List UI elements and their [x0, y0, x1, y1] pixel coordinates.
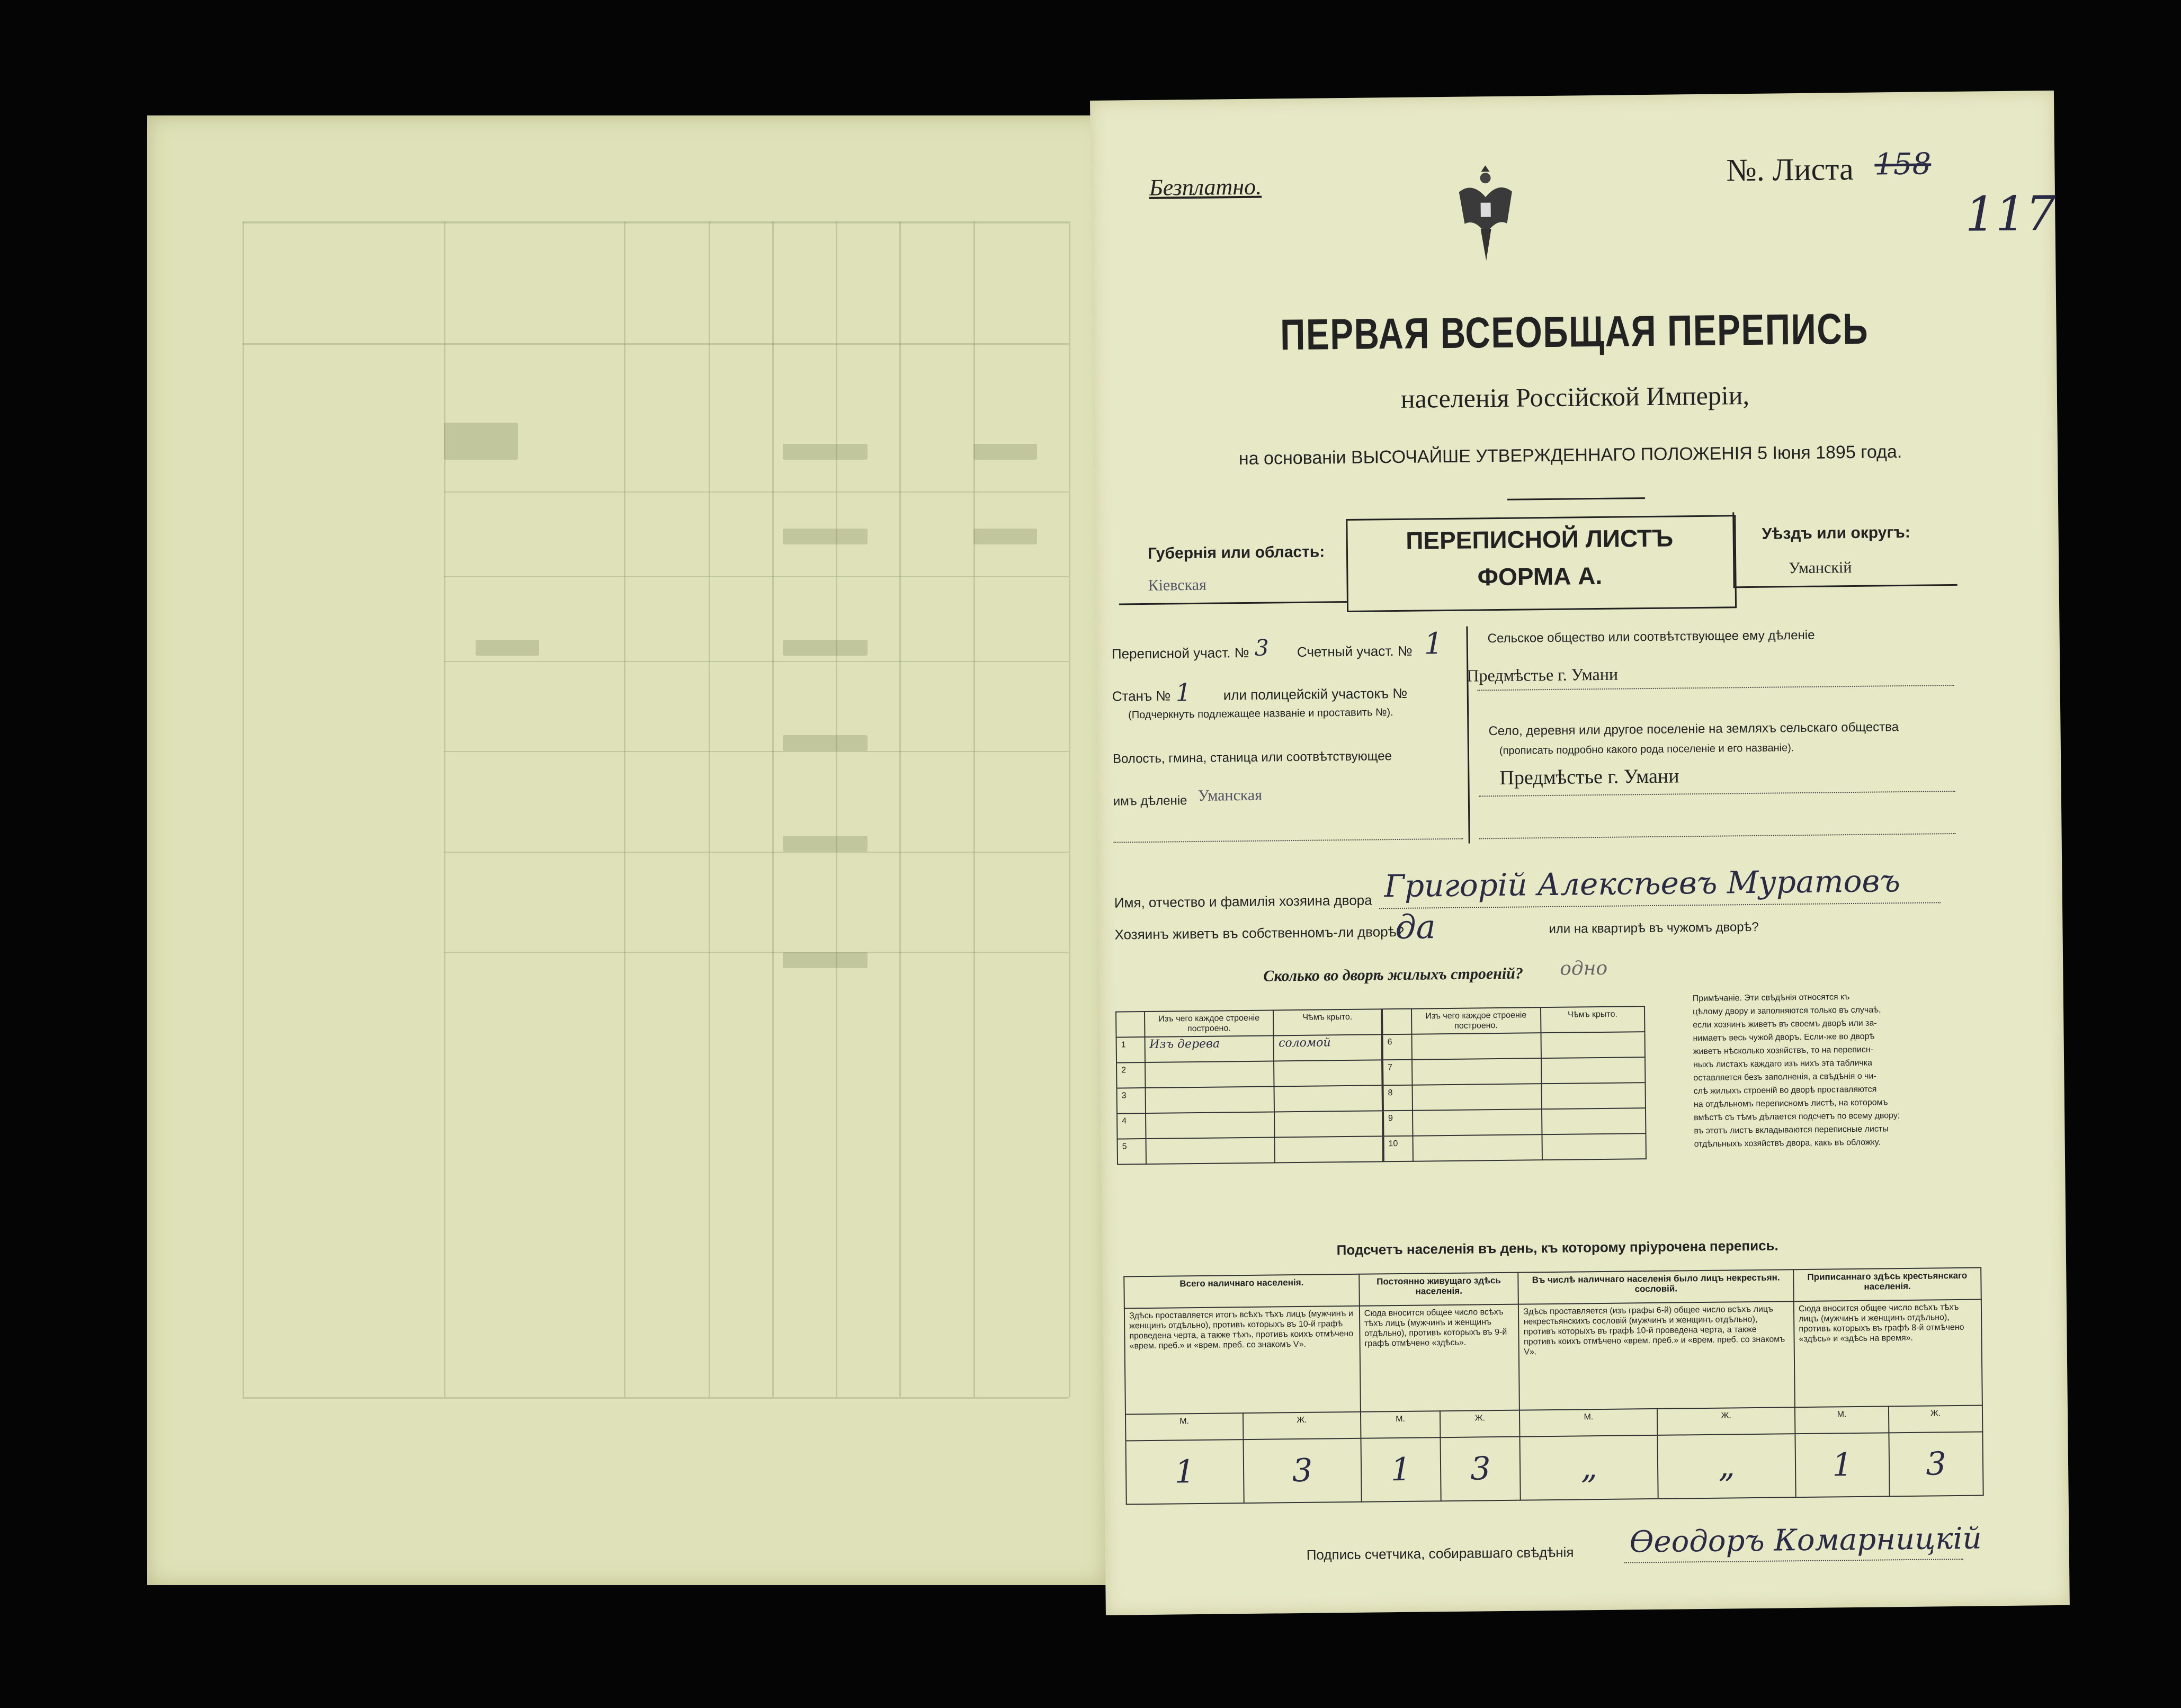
count-district-value: 1 — [1424, 627, 1443, 661]
material-header: Изъ чего каждое строеніе построено. — [1145, 1010, 1274, 1037]
imperial-eagle-emblem — [1451, 160, 1521, 266]
sheet-number-new: 117 — [1964, 185, 2057, 243]
form-title: ПЕРЕПИСНОЙ ЛИСТЪ — [1406, 524, 1674, 555]
sheet-number-old: 158 — [1874, 147, 1932, 182]
table-row: 1 Изъ дерева соломой 6 — [1116, 1032, 1645, 1062]
owner-name-label: Имя, отчество и фамилія хозяина двора — [1114, 892, 1372, 911]
owner-name-value: Григорій Алексѣевъ Муратовъ — [1384, 863, 1901, 905]
rented-label: или на квартирѣ въ чужомъ дворѣ? — [1549, 919, 1759, 937]
own-yard-value: да — [1395, 907, 1436, 947]
table-row: 3 8 — [1117, 1083, 1646, 1113]
volost-label: Волость, гмина, станица или соотвѣтствующее — [1112, 749, 1392, 766]
province-label: Губернія или область: — [1147, 543, 1325, 562]
census-form-page — [1090, 91, 2070, 1615]
society-label: Сельское общество или соотвѣтствующее ему дѣленіе — [1487, 628, 1815, 646]
enumerator-signature: Ѳеодоръ Комарницкій — [1629, 1521, 1982, 1560]
roof-header: Чѣмъ крыто. — [1273, 1009, 1382, 1035]
buildings-count-value: одно — [1560, 957, 1608, 980]
signature-label: Подпись счетчика, собиравшаго свѣдѣнія — [1306, 1544, 1574, 1563]
volost-value: Уманская — [1197, 786, 1263, 804]
district-value: Уманскій — [1789, 558, 1852, 577]
roof-header-2: Чѣмъ крыто. — [1541, 1006, 1645, 1033]
table-row: 4 9 — [1117, 1108, 1646, 1139]
police-label: или полицейскій участокъ № — [1223, 685, 1408, 703]
note-block: Примѣчаніе. Эти свѣдѣнія относятся къ цѣлому двору и заполняются только въ случаѣ, если хозяинъ живетъ въ своемъ дворѣ или за- нимаетъ весь чужой дворъ. Если-же во дворѣ живетъ нѣсколько хозяйствъ, то на переписн- ныхъ листахъ каждаго изъ нихъ эта табличка оставляется безъ заполненія, а свѣдѣнія о чи- слѣ жилыхъ строеній во дворѣ проставляются на отдѣльномъ переписномъ листѣ, на которомъ вмѣстѣ съ тѣмъ дѣлается подсчетъ по всему двору; въ этотъ листъ вкладываются переписные листы отдѣльныхъ хозяйствъ двора, какъ въ обложку. — [1692, 992, 1900, 1149]
count-values-row: 1 3 1 3 „ „ 1 3 — [1126, 1432, 1983, 1504]
stan-label: Станъ № — [1112, 687, 1171, 704]
society-value: Предмѣстье г. Умани — [1467, 664, 1619, 685]
stan-value: 1 — [1175, 678, 1192, 707]
count-district-label: Счетный участ. № — [1297, 642, 1413, 660]
village-value: Предмѣстье г. Умани — [1499, 765, 1679, 789]
census-subtitle: населенія Россійской Имперіи, — [1400, 380, 1750, 414]
sheet-number-label: №. Листа — [1726, 151, 1854, 188]
free-label: Безплатно. — [1149, 173, 1262, 201]
census-title: ПЕРВАЯ ВСЕОБЩАЯ ПЕРЕПИСЬ — [1280, 305, 1869, 360]
district-label: Уѣздъ или округъ: — [1762, 523, 1910, 543]
volost-label-2: имъ дѣленіе — [1113, 793, 1187, 809]
village-note: (прописать подробно какого рода поселеніе и его названіе). — [1499, 742, 1794, 757]
table-row: 5 10 — [1118, 1133, 1646, 1164]
own-yard-label: Хозяинъ живетъ въ собственномъ-ли дворѣ? — [1114, 923, 1405, 943]
form-name: ФОРМА А. — [1477, 561, 1603, 591]
province-value: Кіевская — [1148, 576, 1206, 594]
census-district-value: 3 — [1254, 634, 1269, 661]
census-basis: на основаніи ВЫСОЧАЙШЕ УТВЕРЖДЕННАГО ПОЛОЖЕНІЯ 5 Іюня 1895 года. — [1238, 441, 1902, 469]
left-page-back — [147, 115, 1106, 1585]
village-label: Село, деревня или другое поселеніе на земляхъ сельскаго общества — [1488, 720, 1899, 739]
table-row: 2 7 — [1116, 1057, 1645, 1088]
buildings-table — [1115, 1006, 1647, 1165]
underline-note: (Подчеркнуть подлежащее названіе и проставить №). — [1128, 707, 1393, 721]
buildings-count-label: Сколько во дворѣ жилыхъ строеній? — [1263, 964, 1524, 985]
count-heading: Подсчетъ населенія въ день, къ которому пріурочена перепись. — [1336, 1237, 1778, 1258]
material-header-2: Изъ чего каждое строеніе построено. — [1411, 1007, 1541, 1034]
census-district-label: Переписной участ. № — [1111, 644, 1249, 662]
population-count-table: Всего наличнаго населенія. Постоянно живущаго здѣсь населенія. Въ числѣ наличнаго населенія было лицъ некрестьян. сословій. Приписаннаго здѣсь крестьянскаго населенія. Здѣсь проставляется итогъ всѣхъ тѣхъ лицъ (мужчинъ и женщинъ отдѣльно), противъ которыхъ въ 10-й графѣ проведена черта, а также тѣхъ, противъ коихъ отмѣчено «врем. преб.» и «врем. преб. со знакомъ V». Сюда вносится общее число всѣхъ тѣхъ лицъ (мужчинъ и женщинъ отдѣльно), противъ которыхъ въ 9-й графѣ отмѣчено «здѣсь». Здѣсь проставляется (изъ графы 6-й) общее число всѣхъ лицъ некрестьянскихъ сословій (мужчинъ и женщинъ отдѣльно), противъ которыхъ въ графѣ 10-й проведена черта, а также противъ коихъ отмѣчено «врем. преб.» и «врем. преб. со знакомъ V». Сюда вносится общее число всѣхъ тѣхъ лицъ (мужчинъ и женщинъ отдѣльно), противъ которыхъ въ графѣ 8-й отмѣчено «здѣсь» и «здѣсь на время». М. Ж. М. Ж. М. Ж. М. Ж. 1 3 1 3 „ „ 1 3 — [1123, 1267, 1983, 1505]
